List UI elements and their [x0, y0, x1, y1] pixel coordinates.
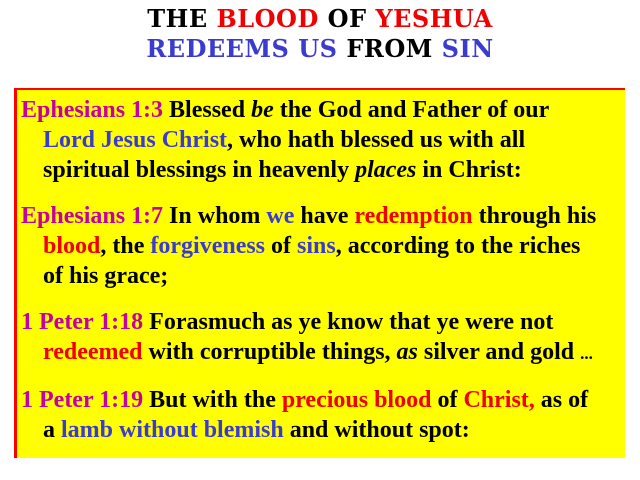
text-segment: blood	[43, 233, 101, 259]
text-segment: we	[266, 203, 295, 229]
text-segment: Forasmuch as ye know that ye were not	[149, 309, 554, 335]
title-line	[0, 4, 640, 34]
text-segment: Ephesians 1:3	[21, 97, 170, 123]
text-segment: ...	[580, 344, 593, 363]
text-segment: as	[396, 339, 418, 365]
text-segment: YESHUA	[375, 4, 493, 33]
text-segment: the God and Father of our	[273, 97, 550, 123]
text-segment: But with the	[149, 387, 282, 413]
text-segment: redeemed	[43, 339, 143, 365]
verse-paragraph	[21, 201, 625, 291]
verse-line	[21, 125, 625, 155]
text-segment: lamb without blemish	[61, 417, 284, 443]
verse-panel	[14, 88, 625, 458]
text-segment: , according to the riches	[335, 233, 581, 259]
text-segment: In whom	[169, 203, 267, 229]
text-segment: redemption	[354, 203, 473, 229]
verse-line	[21, 385, 625, 415]
text-segment: places	[355, 157, 417, 183]
verse-line	[21, 337, 625, 369]
text-segment: REDEEMS US	[146, 34, 347, 63]
text-segment: through his	[472, 203, 597, 229]
text-segment: THE	[147, 4, 217, 33]
slide-title	[0, 4, 640, 64]
text-segment: FROM	[346, 34, 442, 63]
verse-paragraph	[21, 307, 625, 369]
verse-line	[21, 415, 625, 445]
text-segment: and without spot:	[283, 417, 470, 443]
text-segment: sins	[297, 233, 336, 259]
verse-paragraph	[21, 385, 625, 445]
text-segment: have	[294, 203, 355, 229]
text-segment: OF	[327, 4, 376, 33]
text-segment: forgiveness	[150, 233, 266, 259]
text-segment: BLOOD	[216, 4, 328, 33]
text-segment: a	[43, 417, 61, 443]
verse-paragraph	[21, 95, 625, 185]
text-segment: Christ,	[463, 387, 535, 413]
text-segment: spiritual blessings in heavenly	[43, 157, 356, 183]
text-segment: of his grace;	[43, 263, 169, 289]
verse-line	[21, 155, 625, 185]
text-segment: be	[251, 97, 274, 123]
text-segment: of	[431, 387, 464, 413]
verse-line	[21, 261, 625, 291]
text-segment: in Christ:	[416, 157, 522, 183]
verse-line	[21, 95, 625, 125]
title-line	[0, 34, 640, 64]
text-segment: 1 Peter 1:19	[21, 387, 150, 413]
text-segment: of	[265, 233, 298, 259]
verse-line	[21, 307, 625, 337]
text-segment: Lord Jesus Christ	[43, 127, 228, 153]
text-segment: precious blood	[281, 387, 432, 413]
text-segment: as of	[534, 387, 589, 413]
text-segment: , who hath blessed us with all	[227, 127, 526, 153]
verse-line	[21, 201, 625, 231]
text-segment: Ephesians 1:7	[21, 203, 170, 229]
verse-line	[21, 231, 625, 261]
text-segment: Blessed	[169, 97, 252, 123]
text-segment: , the	[100, 233, 151, 259]
text-segment: SIN	[441, 34, 494, 63]
text-segment: with corruptible things,	[142, 339, 397, 365]
text-segment: 1 Peter 1:18	[21, 309, 150, 335]
text-segment: silver and gold	[417, 339, 581, 365]
